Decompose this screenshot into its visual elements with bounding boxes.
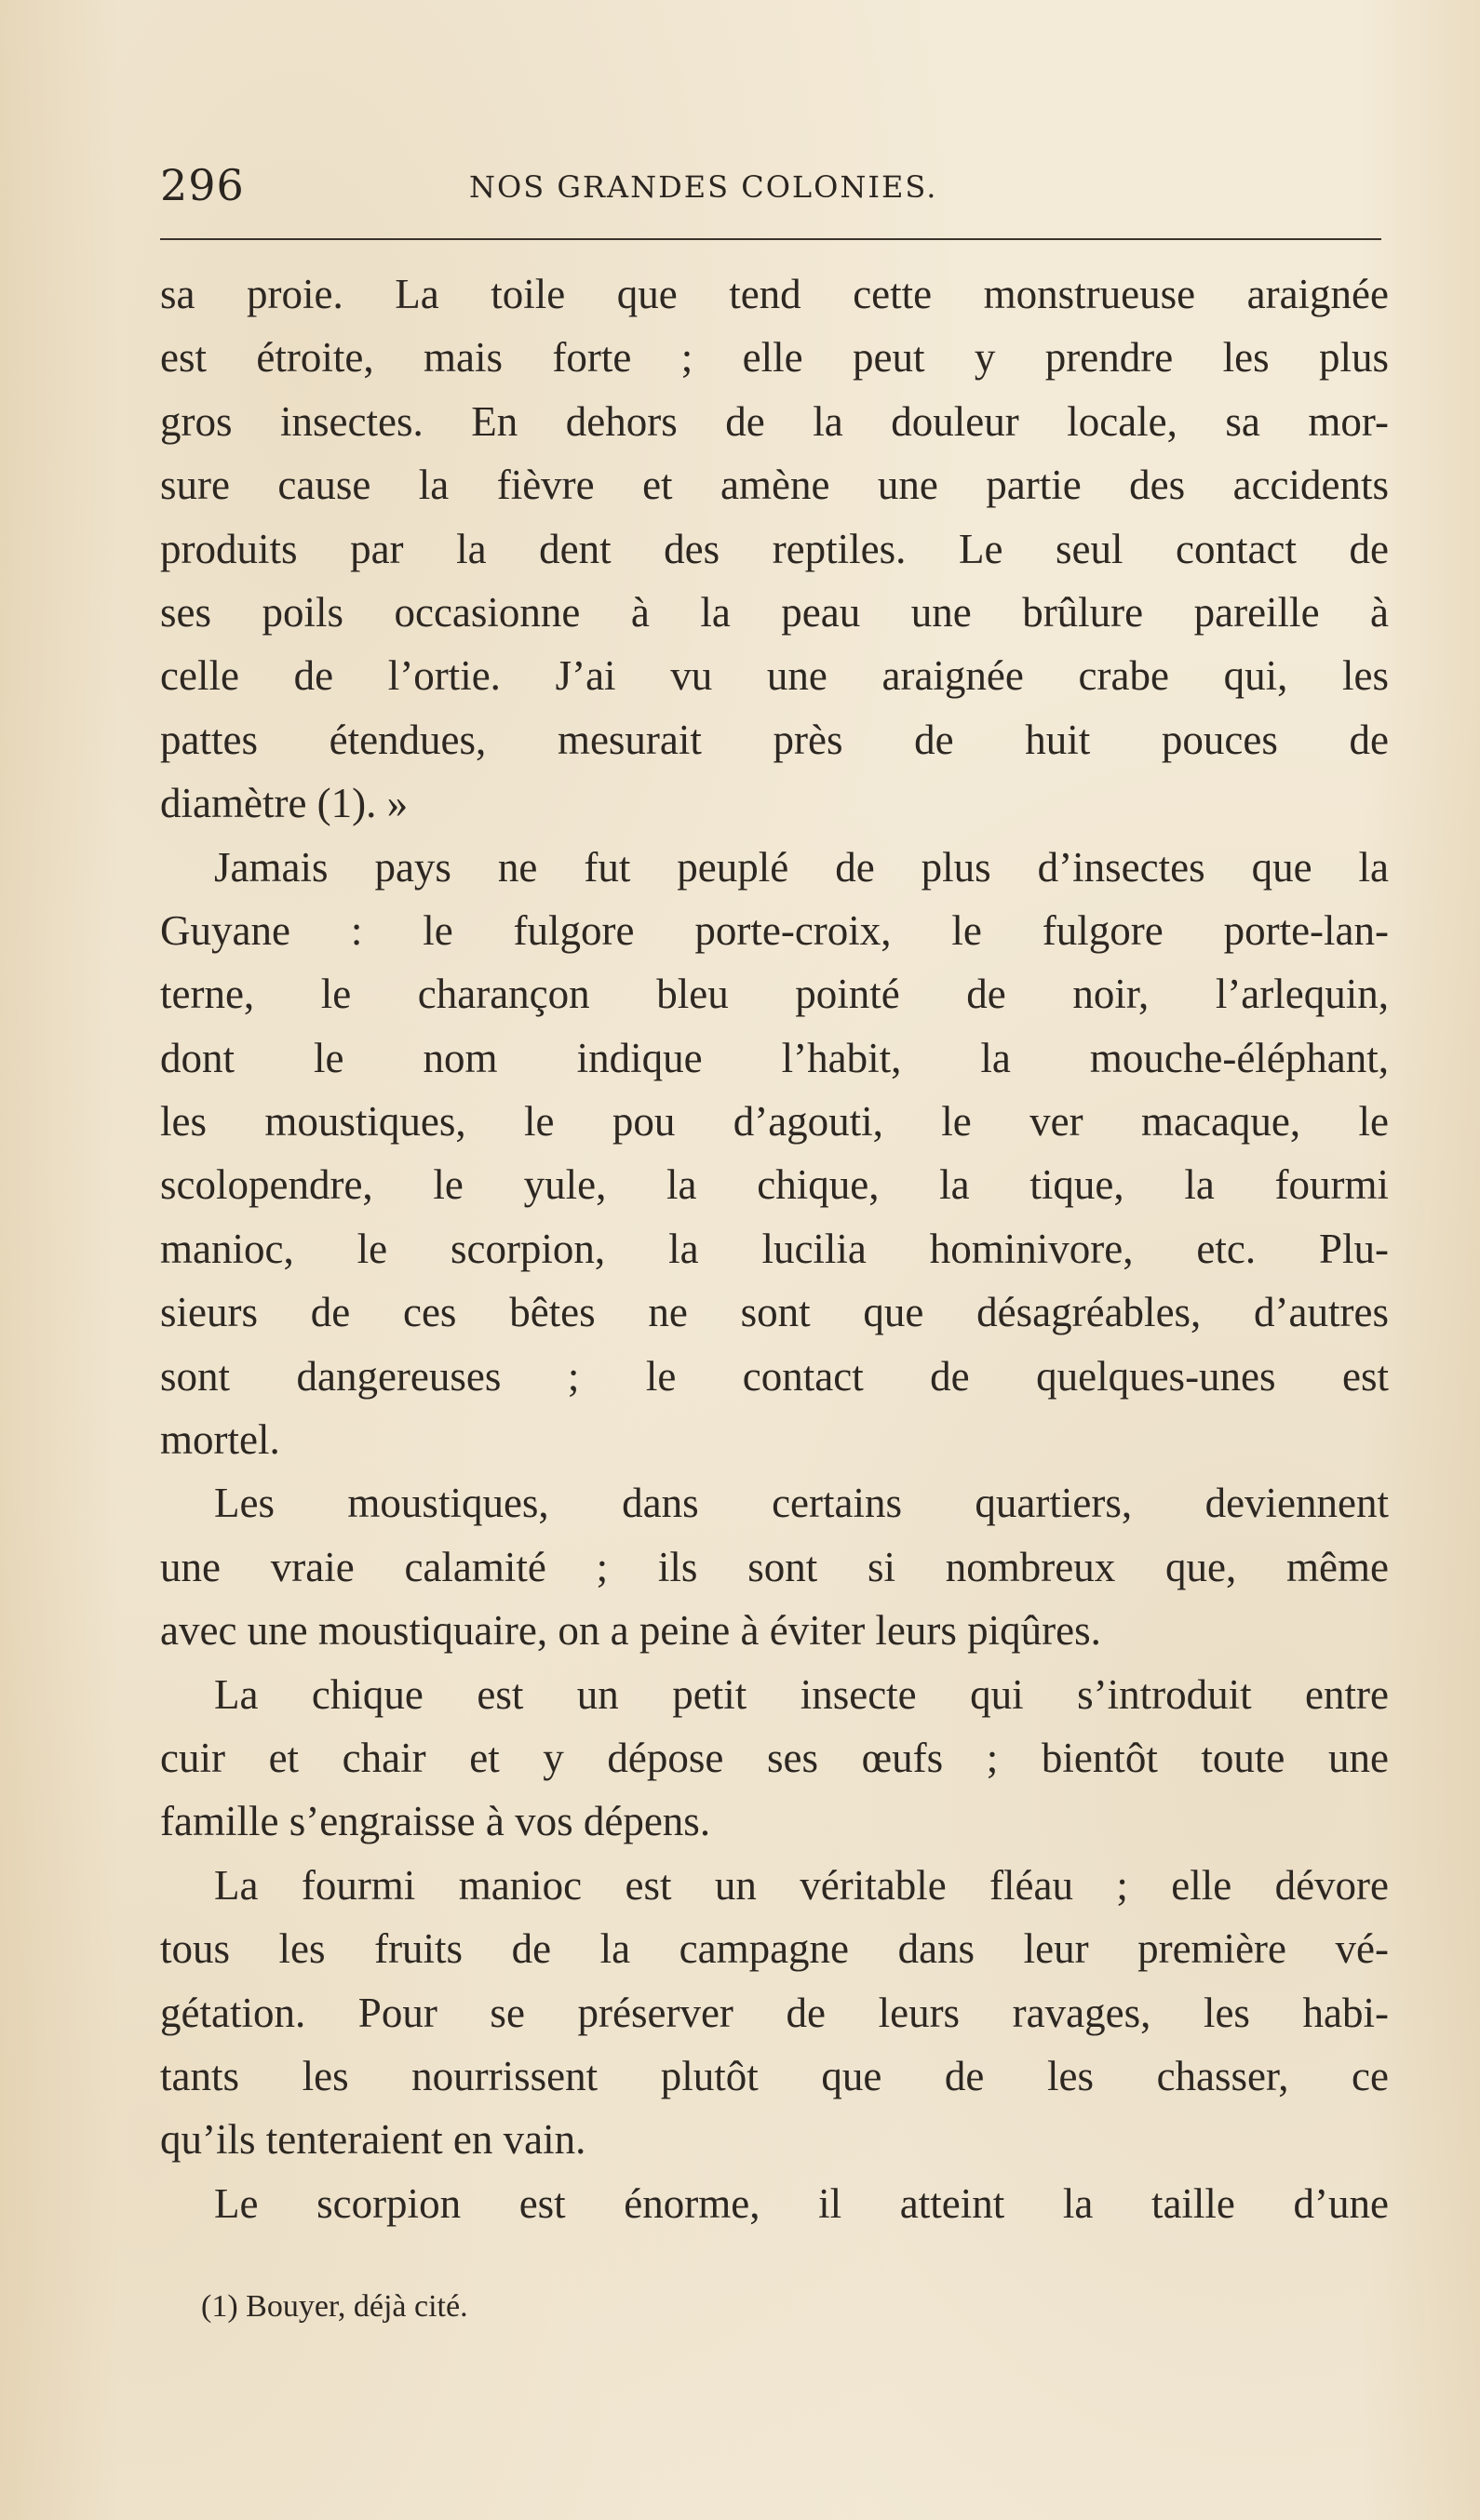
text-line: Les moustiques, dans certains quartiers, deviennent (214, 1480, 1389, 1527)
text-line: avec une moustiquaire, on a peine à éviter leurs piqûres. (160, 1607, 1101, 1655)
text-line: tants les nourrissent plutôt que de les chasser, ce (160, 2052, 1389, 2099)
page-number: 296 (160, 160, 245, 210)
text-line: Le scorpion est énorme, il atteint la taille d’une (214, 2179, 1389, 2227)
running-title: NOS GRANDES COLONIES. (469, 169, 938, 205)
text-line: Jamais pays ne fut peuplé de plus d’insectes que la (214, 843, 1389, 891)
text-line: sure cause la fièvre et amène une partie des accidents (160, 462, 1389, 509)
text-line: famille s’engraisse à vos dépens. (160, 1798, 711, 1845)
text-line: gros insectes. En dehors de la douleur locale, sa mor- (160, 397, 1389, 445)
text-line: sont dangereuses ; le contact de quelques-unes est (160, 1352, 1389, 1400)
text-line: diamètre (1). » (160, 780, 409, 827)
page-header (160, 156, 1381, 212)
text-line: La chique est un petit insecte qui s’introduit entre (214, 1670, 1389, 1718)
text-line: pattes étendues, mesurait près de huit pouces de (160, 716, 1389, 763)
text-line: cuir et chair et y dépose ses œufs ; bientôt toute une (160, 1734, 1389, 1781)
text-line: qu’ils tenteraient en vain. (160, 2116, 586, 2164)
text-line: manioc, le scorpion, la lucilia hominivore, etc. Plu- (160, 1225, 1389, 1272)
text-line: scolopendre, le yule, la chique, la tique, la fourmi (160, 1161, 1389, 1209)
text-line: ses poils occasionne à la peau une brûlure pareille à (160, 588, 1389, 636)
text-line: gétation. Pour se préserver de leurs ravages, les habi- (160, 1989, 1389, 2036)
header-rule (160, 238, 1381, 240)
text-line: est étroite, mais forte ; elle peut y prendre les plus (160, 334, 1389, 382)
text-line: sa proie. La toile que tend cette monstrueuse araignée (160, 271, 1389, 317)
text-line: tous les fruits de la campagne dans leur première vé- (160, 1925, 1389, 1973)
text-line: Guyane : le fulgore porte-croix, le fulgore porte-lan- (160, 906, 1389, 954)
body-text (160, 262, 1389, 2235)
text-line: dont le nom indique l’habit, la mouche-éléphant, (160, 1034, 1389, 1081)
text-line: une vraie calamité ; ils sont si nombreux que, même (160, 1543, 1389, 1590)
text-line: produits par la dent des reptiles. Le seul contact de (160, 525, 1389, 572)
text-line: sieurs de ces bêtes ne sont que désagréables, d’autres (160, 1289, 1389, 1336)
text-line: mortel. (160, 1416, 280, 1464)
text-line: les moustiques, le pou d’agouti, le ver macaque, le (160, 1098, 1389, 1146)
text-line: terne, le charançon bleu pointé de noir, l’arlequin, (160, 971, 1389, 1018)
text-line: celle de l’ortie. J’ai vu une araignée crabe qui, les (160, 652, 1389, 700)
footnote: (1) Bouyer, déjà cité. (201, 2289, 468, 2324)
text-line: La fourmi manioc est un véritable fléau ; elle dévore (214, 1861, 1389, 1909)
